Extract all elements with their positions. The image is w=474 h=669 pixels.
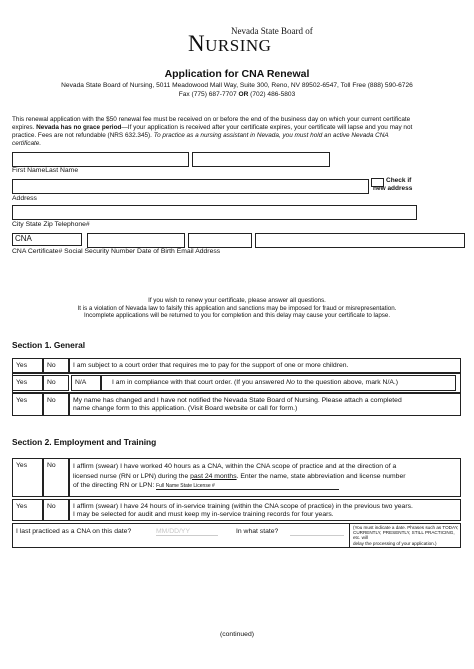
logo-initial: N	[188, 31, 206, 56]
section2-q2-no[interactable]: No	[43, 499, 69, 521]
ssn-field[interactable]	[87, 233, 185, 248]
section2-q1-yes[interactable]: Yes	[12, 458, 43, 497]
section1-q2-text: I am in compliance with that court order. (If you answered No to the question above, mark N/A.)	[101, 375, 456, 391]
section2-q1-no[interactable]: No	[43, 458, 69, 497]
dob-field[interactable]	[188, 233, 252, 248]
section-1-title: Section 1. General	[12, 340, 86, 350]
last-name-field[interactable]	[192, 152, 330, 167]
page-title: Application for CNA Renewal	[164, 68, 310, 80]
section1-q3-text: My name has changed and I have not notified the Nevada State Board of Nursing. Please attach a completed name change form to this application. (Visit Board website or call for form.)	[69, 393, 461, 416]
section1-q2-yes[interactable]: Yes	[12, 375, 43, 391]
section1-q1-text: I am subject to a court order that requires me to pay for the support of one or more children.	[69, 358, 461, 373]
section1-q3-no[interactable]: No	[43, 393, 69, 416]
section2-q1-text: I affirm (swear) I have worked 40 hours as a CNA, within the CNA scope of practice and at the direction of a licensed nurse (RN or LPN) during the past 24 months. Enter the name, state abbreviation and license number of the directing RN or LPN: Full Name State License #	[69, 458, 461, 497]
last-practiced-label: I last practiced as a CNA on this date?	[16, 528, 132, 535]
address-line-1: Nevada State Board of Nursing, 5011 Meadowood Mall Way, Suite 300, Reno, NV 89502-6547, Toll Free (888) 590-6726	[61, 82, 413, 89]
intro-paragraph: This renewal application with the $50 renewal fee must be received on or before the end of the business day on which your current certificate expires. Nevada has no grace period—If your application is received after your certificate expires, your certificate will lapse and you may not practice. Fees are not refundable (NRS 632.345). To practice as a nursing assistant in Nevada, you must hold an active Nevada CNA certificate.	[12, 116, 413, 147]
section1-q3-yes[interactable]: Yes	[12, 393, 43, 416]
logo-subtitle: Nevada State Board of	[231, 26, 313, 36]
address-field[interactable]	[12, 179, 369, 194]
section2-q2-text: I affirm (swear) I have 24 hours of in-service training (within the CNA scope of practice) in the previous two years. I may be selected for audit and must keep my in-service training records for four years.	[69, 499, 461, 521]
section2-q2-yes[interactable]: Yes	[12, 499, 43, 521]
section1-q2-na[interactable]: N/A	[71, 375, 101, 391]
address-line-2: Fax (775) 687-7707 OR (702) 486-5803	[178, 91, 296, 98]
email-field[interactable]	[255, 233, 465, 248]
cna-certificate-field[interactable]: CNA	[12, 233, 82, 246]
directing-nurse-field[interactable]: Full Name State License #	[156, 483, 339, 490]
section1-q1-yes[interactable]: Yes	[12, 358, 43, 373]
cna-label: CNA Certificate# Social Security Number Date of Birth Email Address	[12, 248, 221, 255]
city-state-zip-phone-field[interactable]	[12, 205, 417, 220]
address-label: Address	[12, 195, 37, 202]
name-label: First NameLast Name	[12, 167, 79, 174]
first-name-field[interactable]	[12, 152, 189, 167]
logo-rest: URSING	[205, 36, 272, 55]
last-practiced-date-field[interactable]: MM/DD/YY	[156, 528, 218, 536]
section1-q1-no[interactable]: No	[43, 358, 69, 373]
city-label: City State Zip Telephone#	[12, 221, 90, 228]
date-note: (You must indicate a date. Phrases such as TODAY, CURRENTLY, PRESENTLY, STILL PRACTICING, etc. will delay the processing of your application.)	[353, 525, 459, 546]
notice: If you wish to renew your certificate, please answer all questions. It is a violation of Nevada law to falsify this application and sanctions may be imposed for fraud or misrepresentation. Incomplete applications will be returned to you for completion and this delay may cause your certificate to lapse.	[77, 297, 397, 319]
what-state-label: In what state?	[236, 528, 279, 535]
section-2-title: Section 2. Employment and Training	[12, 437, 157, 447]
section1-q2-no[interactable]: No	[43, 375, 69, 391]
continued-label: (continued)	[219, 631, 254, 638]
what-state-field[interactable]	[290, 534, 344, 536]
note-divider	[349, 523, 350, 548]
new-address-label: Check if new address	[373, 177, 413, 192]
logo	[188, 31, 271, 57]
